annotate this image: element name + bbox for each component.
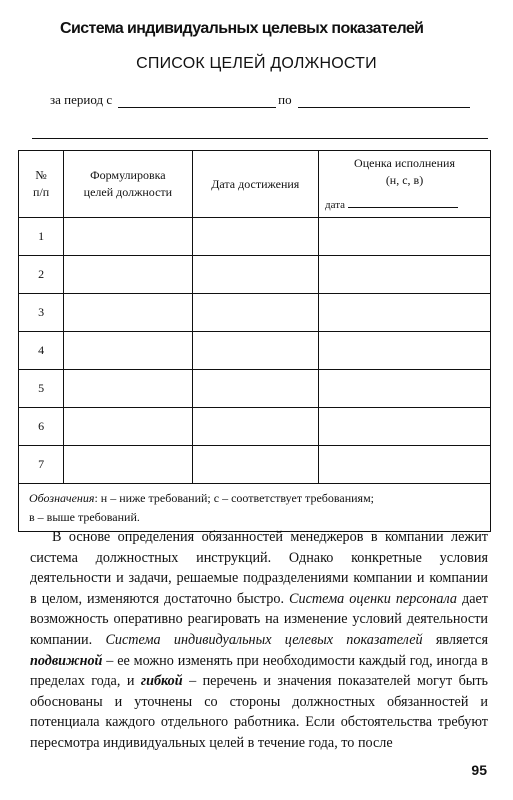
date-cell[interactable] bbox=[192, 407, 319, 445]
legend-text-2: в – выше требований. bbox=[29, 509, 140, 524]
date-cell[interactable] bbox=[192, 293, 319, 331]
eval-cell[interactable] bbox=[319, 217, 491, 255]
eval-date-field[interactable]: дата bbox=[319, 189, 490, 217]
table-header-row bbox=[19, 151, 491, 218]
legend-row bbox=[19, 483, 491, 531]
goal-cell[interactable] bbox=[64, 331, 192, 369]
page-number: 95 bbox=[471, 762, 487, 778]
row-number: 5 bbox=[19, 369, 64, 407]
date-cell[interactable] bbox=[192, 217, 319, 255]
date-cell[interactable] bbox=[192, 255, 319, 293]
legend-label: Обозначения bbox=[29, 490, 95, 505]
row-number: 6 bbox=[19, 407, 64, 445]
eval-cell[interactable] bbox=[319, 369, 491, 407]
running-header: Система индивидуальных целевых показателей bbox=[60, 20, 424, 37]
eval-cell[interactable] bbox=[319, 331, 491, 369]
legend-text: : н – ниже требований; с – соответствует требованиям; bbox=[94, 490, 375, 505]
goal-cell[interactable] bbox=[64, 445, 192, 483]
row-number: 7 bbox=[19, 445, 64, 483]
name-blank-line[interactable] bbox=[32, 138, 488, 139]
eval-cell[interactable] bbox=[319, 445, 491, 483]
col-date-header: Дата достижения bbox=[192, 151, 319, 218]
goal-cell[interactable] bbox=[64, 369, 192, 407]
date-cell[interactable] bbox=[192, 369, 319, 407]
goal-cell[interactable] bbox=[64, 255, 192, 293]
period-to-label: по bbox=[278, 92, 292, 107]
period-from-field[interactable] bbox=[118, 93, 276, 108]
period-to-field[interactable] bbox=[298, 93, 470, 108]
goal-cell[interactable] bbox=[64, 407, 192, 445]
table-row bbox=[19, 407, 491, 445]
goals-table bbox=[18, 150, 491, 532]
goal-cell[interactable] bbox=[64, 293, 192, 331]
col-number-header: № п/п bbox=[19, 151, 64, 218]
table-row bbox=[19, 217, 491, 255]
body-paragraph: В основе определения обязанностей менеджеров в компании лежит система должностных инструкций. Однако конкретные условия деятельности и задачи, решаемые подразделениями компании и компании в целом, изменяются достаточно быстро. Система оценки персонала дает возможность оперативно реагировать на изменение условий деятельности компании. Система индивидуальных целевых показателей является подвижной – ее можно изменять при необходимости каждый год, иногда в пределах года, и гибкой – перечень и значения показателей могут быть обоснованы и уточнены со стороны должностных обязанностей и потенциала каждого отдельного работника. Если обстоятельства требуют пересмотра индивидуальных целей в течение года, то после bbox=[30, 529, 489, 751]
form-title: СПИСОК ЦЕЛЕЙ ДОЛЖНОСТИ bbox=[136, 55, 377, 72]
goal-cell[interactable] bbox=[64, 217, 192, 255]
table-row bbox=[19, 445, 491, 483]
eval-cell[interactable] bbox=[319, 407, 491, 445]
row-number: 1 bbox=[19, 217, 64, 255]
table-row bbox=[19, 255, 491, 293]
date-cell[interactable] bbox=[192, 331, 319, 369]
col-goal-header: Формулировка целей должности bbox=[64, 151, 192, 218]
table-row bbox=[19, 293, 491, 331]
date-cell[interactable] bbox=[192, 445, 319, 483]
col-eval-header: Оценка исполнения (н, с, в) дата bbox=[319, 151, 491, 218]
row-number: 4 bbox=[19, 331, 64, 369]
legend bbox=[19, 483, 491, 531]
period-from-label: за период с bbox=[50, 92, 113, 107]
table-row bbox=[19, 331, 491, 369]
row-number: 3 bbox=[19, 293, 64, 331]
table-row bbox=[19, 369, 491, 407]
eval-cell[interactable] bbox=[319, 255, 491, 293]
period-line bbox=[50, 92, 490, 108]
row-number: 2 bbox=[19, 255, 64, 293]
eval-cell[interactable] bbox=[319, 293, 491, 331]
